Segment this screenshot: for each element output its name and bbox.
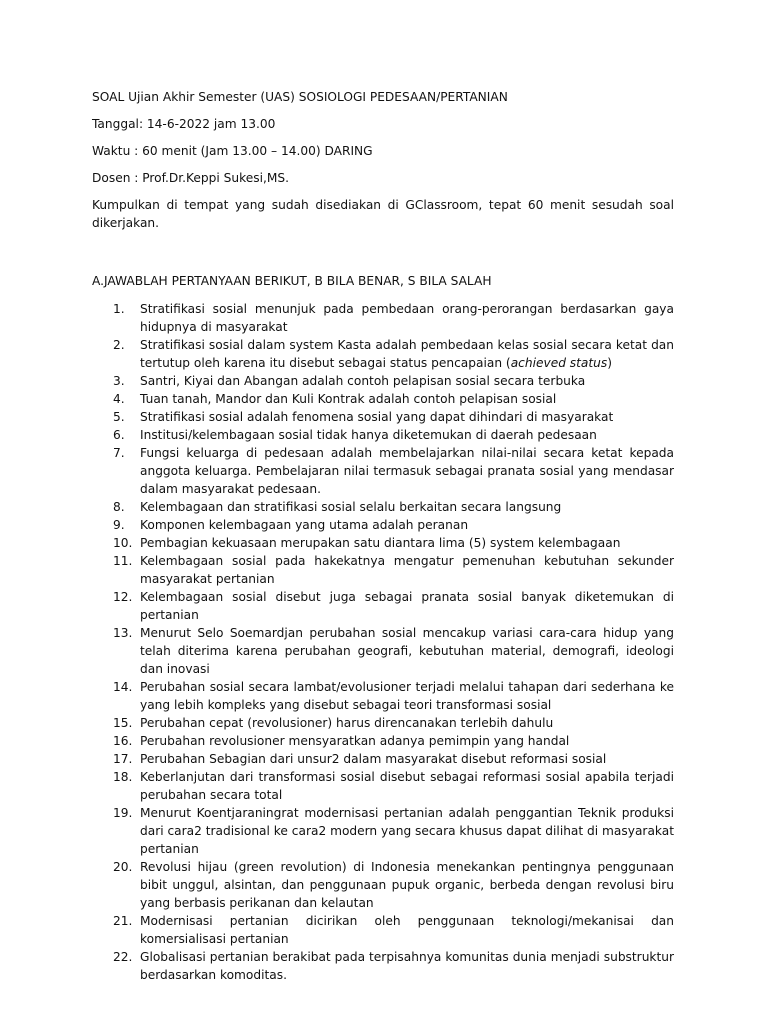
exam-lecturer: Dosen : Prof.Dr.Keppi Sukesi,MS.: [92, 171, 289, 185]
question-text: Tuan tanah, Mandor dan Kuli Kontrak adalah contoh pelapisan sosial: [140, 392, 557, 406]
question-number: 5.: [113, 410, 125, 424]
question-item: [92, 768, 674, 804]
question-number: 17.: [113, 752, 133, 766]
question-text: Institusi/kelembagaan sosial tidak hanya diketemukan di daerah pedesaan: [140, 428, 597, 442]
question-item: [92, 552, 674, 588]
question-item: [92, 750, 674, 768]
question-item: [92, 534, 674, 552]
question-item: [92, 678, 674, 714]
question-text: Stratifikasi sosial menunjuk pada pembedaan orang-perorangan berdasarkan gaya hidupnya di masyarakat: [140, 302, 674, 334]
exam-title: SOAL Ujian Akhir Semester (UAS) SOSIOLOGI PEDESAAN/PERTANIAN: [92, 90, 508, 104]
question-number: 11.: [113, 554, 133, 568]
question-text: Modernisasi pertanian dicirikan oleh penggunaan teknologi/mekanisai dan komersialisasi pertanian: [140, 914, 674, 946]
question-number: 7.: [113, 446, 125, 460]
question-number: 16.: [113, 734, 133, 748]
question-text: Perubahan revolusioner mensyaratkan adanya pemimpin yang handal: [140, 734, 570, 748]
question-item: [92, 858, 674, 912]
question-text: Stratifikasi sosial adalah fenomena sosial yang dapat dihindari di masyarakat: [140, 410, 614, 424]
question-item: [92, 588, 674, 624]
question-number: 9.: [113, 518, 125, 532]
question-text: Menurut Selo Soemardjan perubahan sosial mencakup variasi cara-cara hidup yang telah diterima karena perubahan geografi, kebutuhan material, demografi, ideologi dan inovasi: [140, 626, 674, 676]
question-item: [92, 372, 674, 390]
section-title: A.JAWABLAH PERTANYAAN BERIKUT, B BILA BENAR, S BILA SALAH: [92, 274, 492, 288]
question-item: [92, 300, 674, 336]
question-item: [92, 732, 674, 750]
question-number: 6.: [113, 428, 125, 442]
question-item: [92, 912, 674, 948]
question-text: Perubahan cepat (revolusioner) harus direncanakan terlebih dahulu: [140, 716, 554, 730]
question-item: [92, 624, 674, 678]
question-number: 21.: [113, 914, 133, 928]
question-number: 19.: [113, 806, 133, 820]
question-text: Stratifikasi sosial dalam system Kasta adalah pembedaan kelas sosial secara ketat dan tertutup oleh karena itu disebut sebagai status pencapaian (: [140, 338, 674, 370]
question-list: [92, 300, 674, 984]
question-text: Revolusi hijau (green revolution) di Indonesia menekankan pentingnya penggunaan bibit unggul, alsintan, dan penggunaan pupuk organic, berbeda dengan revolusi biru yang berbasis perikanan dan kelautan: [140, 860, 674, 910]
exam-date: Tanggal: 14-6-2022 jam 13.00: [92, 117, 276, 131]
question-item: [92, 336, 674, 372]
question-item: [92, 426, 674, 444]
question-text: Kelembagaan dan stratifikasi sosial selalu berkaitan secara langsung: [140, 500, 562, 514]
question-text: Perubahan Sebagian dari unsur2 dalam masyarakat disebut reformasi sosial: [140, 752, 607, 766]
question-number: 12.: [113, 590, 133, 604]
question-number: 4.: [113, 392, 125, 406]
question-item: [92, 714, 674, 732]
question-italic-term: achieved status: [510, 356, 608, 370]
question-text: Keberlanjutan dari transformasi sosial disebut sebagai reformasi sosial apabila terjadi perubahan secara total: [140, 770, 674, 802]
question-item: [92, 948, 674, 984]
question-item: [92, 390, 674, 408]
question-text: Komponen kelembagaan yang utama adalah peranan: [140, 518, 469, 532]
question-number: 15.: [113, 716, 133, 730]
submission-instruction: Kumpulkan di tempat yang sudah disediakan di GClassroom, tepat 60 menit sesudah soal dikerjakan.: [92, 198, 674, 230]
question-number: 3.: [113, 374, 125, 388]
question-item: [92, 444, 674, 498]
question-number: 22.: [113, 950, 133, 964]
question-text: Kelembagaan sosial disebut juga sebagai pranata sosial banyak diketemukan di pertanian: [140, 590, 674, 622]
question-text: Menurut Koentjaraningrat modernisasi pertanian adalah penggantian Teknik produksi dari cara2 tradisional ke cara2 modern yang secara khusus dapat dilihat di masyarakat pertanian: [140, 806, 674, 856]
question-number: 18.: [113, 770, 133, 784]
question-number: 2.: [113, 338, 125, 352]
question-text: Kelembagaan sosial pada hakekatnya mengatur pemenuhan kebutuhan sekunder masyarakat pertanian: [140, 554, 674, 586]
question-number: 14.: [113, 680, 133, 694]
question-number: 8.: [113, 500, 125, 514]
question-number: 20.: [113, 860, 133, 874]
question-text: Perubahan sosial secara lambat/evolusioner terjadi melalui tahapan dari sederhana ke yang lebih kompleks yang disebut sebagai teori transformasi sosial: [140, 680, 674, 712]
question-text: Globalisasi pertanian berakibat pada terpisahnya komunitas dunia menjadi substruktur berdasarkan komoditas.: [140, 950, 674, 982]
question-number: 13.: [113, 626, 133, 640]
question-text: Pembagian kekuasaan merupakan satu diantara lima (5) system kelembagaan: [140, 536, 621, 550]
question-number: 10.: [113, 536, 133, 550]
question-item: [92, 516, 674, 534]
question-number: 1.: [113, 302, 125, 316]
question-text: Fungsi keluarga di pedesaan adalah membelajarkan nilai-nilai secara ketat kepada anggota keluarga. Pembelajaran nilai termasuk sebagai pranata sosial yang mendasar dalam masyarakat pedesaan.: [140, 446, 674, 496]
question-item: [92, 804, 674, 858]
exam-duration: Waktu : 60 menit (Jam 13.00 – 14.00) DARING: [92, 144, 373, 158]
question-item: [92, 498, 674, 516]
question-text-tail: ): [607, 356, 613, 370]
question-text: Santri, Kiyai dan Abangan adalah contoh pelapisan sosial secara terbuka: [140, 374, 586, 388]
question-item: [92, 408, 674, 426]
